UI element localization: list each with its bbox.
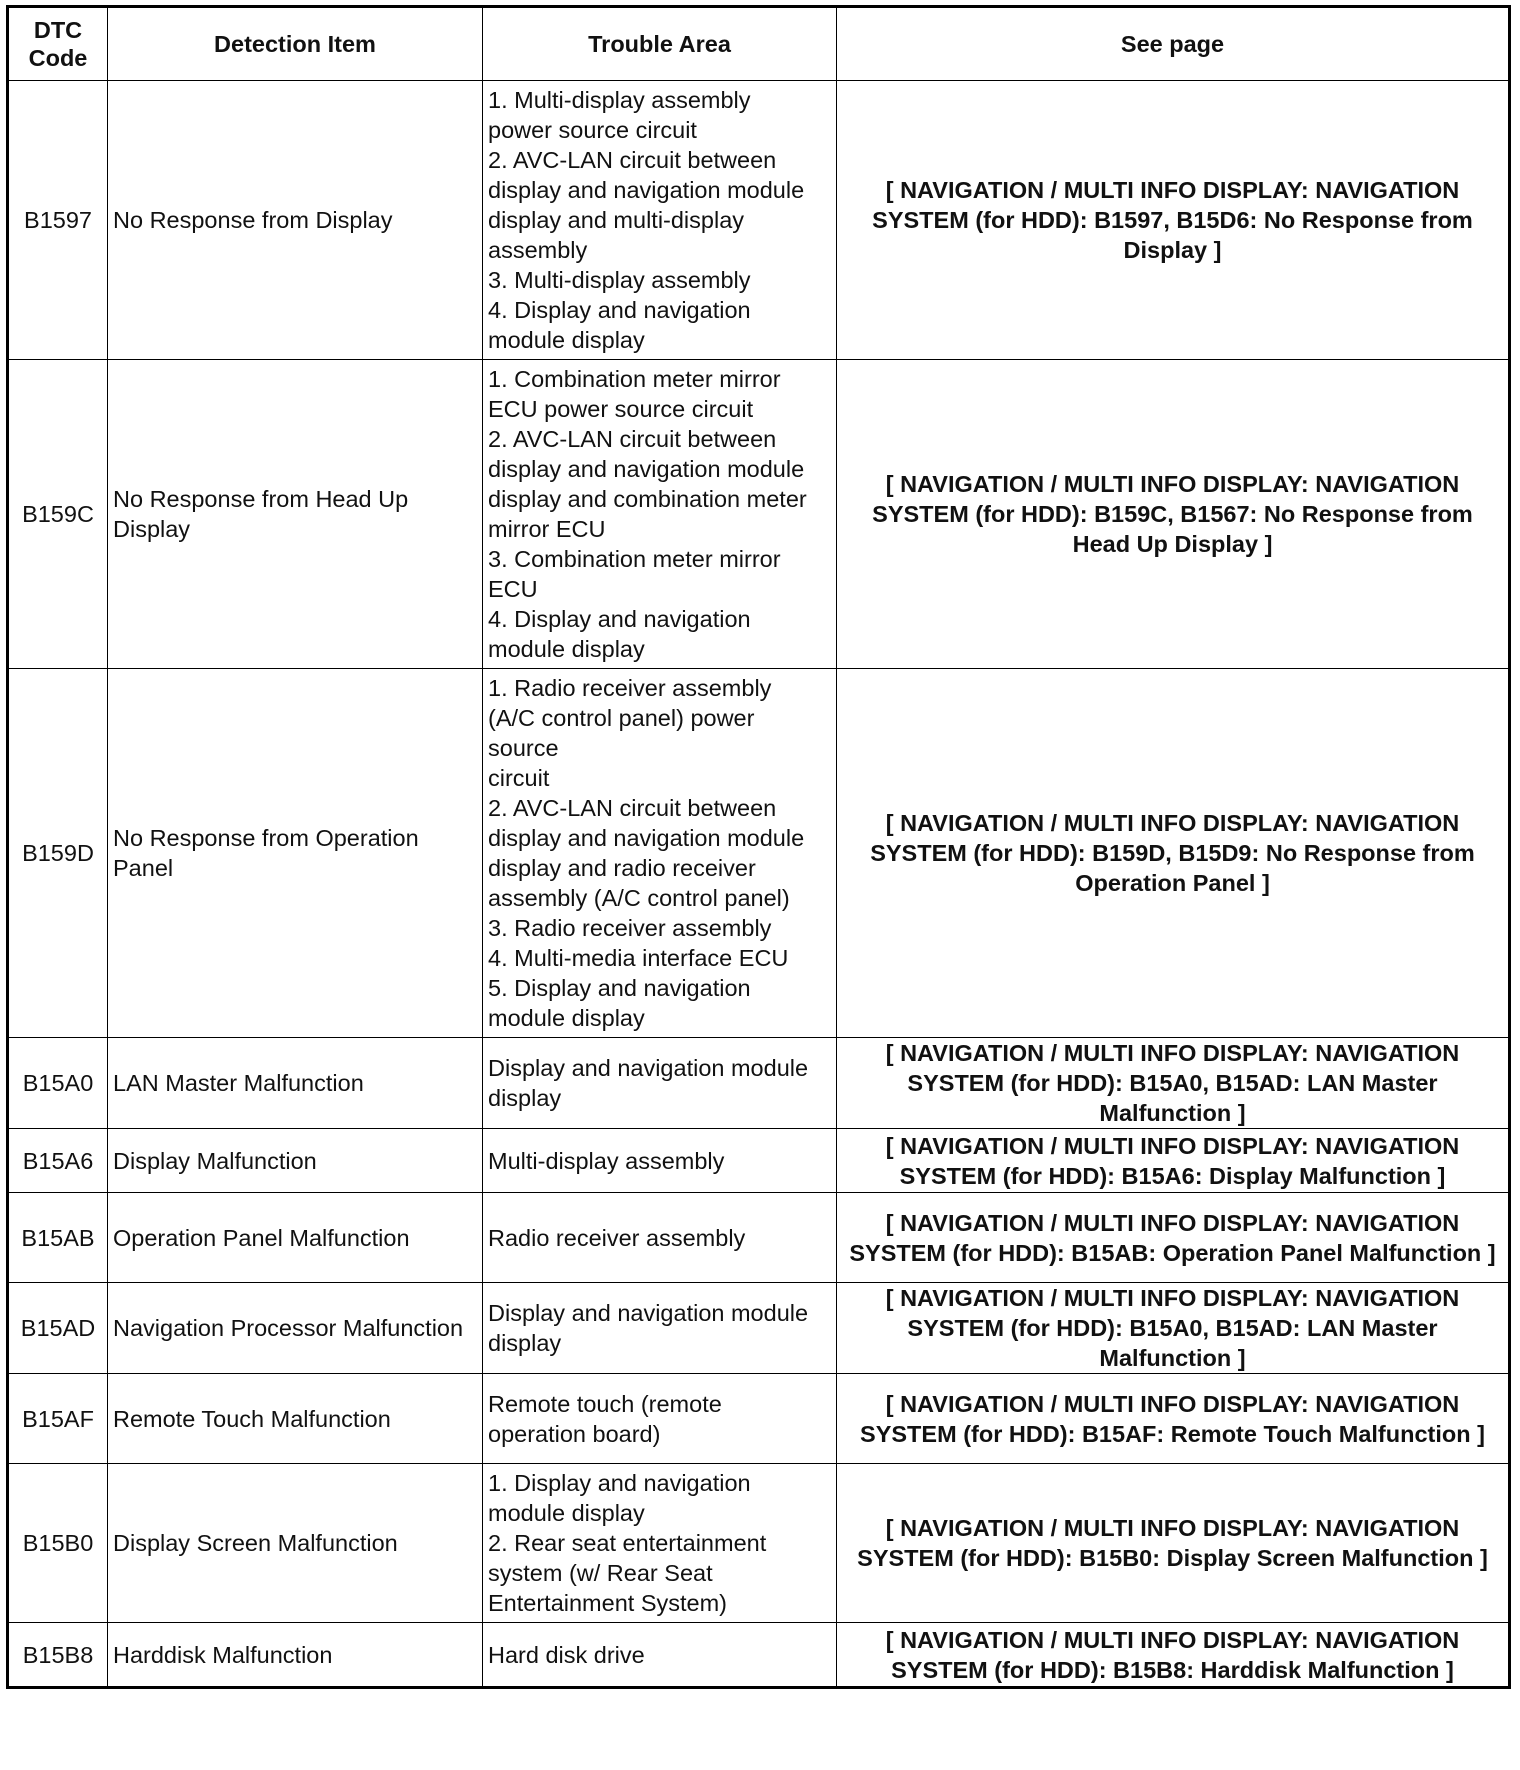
trouble-area-line: Entertainment System) — [488, 1590, 728, 1616]
trouble-area — [483, 1283, 837, 1374]
trouble-area-line: 5. Display and navigation — [488, 975, 751, 1001]
trouble-area-line: system (w/ Rear Seat — [488, 1560, 713, 1586]
trouble-area-line: mirror ECU — [488, 516, 606, 542]
trouble-area-line: 1. Display and navigation — [488, 1470, 751, 1496]
trouble-area-line: ECU power source circuit — [488, 396, 754, 422]
see-page-link[interactable]: [ NAVIGATION / MULTI INFO DISPLAY: NAVIGATION SYSTEM (for HDD): B15AB: Operation Panel Malfunction ] — [837, 1193, 1510, 1283]
trouble-area-line: module display — [488, 1500, 645, 1526]
dtc-code: B159C — [8, 360, 108, 669]
trouble-area-line: display and navigation module — [488, 456, 805, 482]
trouble-area-line: circuit — [488, 765, 550, 791]
header-dtc-code-label: DTC Code — [28, 17, 88, 71]
trouble-area-line: (A/C control panel) power — [488, 705, 755, 731]
header-trouble-area: Trouble Area — [483, 7, 837, 81]
trouble-area-line: module display — [488, 1005, 645, 1031]
detection-item: Harddisk Malfunction — [108, 1623, 483, 1688]
table-row — [8, 669, 1510, 1038]
trouble-area-line: display and multi-display — [488, 207, 745, 233]
detection-item: Remote Touch Malfunction — [108, 1374, 483, 1464]
dtc-code: B15AB — [8, 1193, 108, 1283]
table-row — [8, 1038, 1510, 1129]
dtc-code: B15A0 — [8, 1038, 108, 1129]
trouble-area-line: 4. Multi-media interface ECU — [488, 945, 789, 971]
trouble-area-line: display and navigation module — [488, 177, 805, 203]
detection-item: Display Screen Malfunction — [108, 1464, 483, 1623]
trouble-area-line: Radio receiver assembly — [488, 1224, 746, 1251]
see-page-link[interactable]: [ NAVIGATION / MULTI INFO DISPLAY: NAVIGATION SYSTEM (for HDD): B1597, B15D6: No Response from Display ] — [837, 81, 1510, 360]
dtc-code: B15B8 — [8, 1623, 108, 1688]
trouble-area-line: 2. AVC-LAN circuit between — [488, 147, 777, 173]
table-row — [8, 1623, 1510, 1688]
header-row — [8, 7, 1510, 81]
trouble-area-line: display and combination meter — [488, 486, 807, 512]
dtc-code: B15AF — [8, 1374, 108, 1464]
trouble-area-line: Hard disk drive — [488, 1641, 645, 1668]
dtc-code: B159D — [8, 669, 108, 1038]
trouble-area-line: ECU — [488, 576, 538, 602]
trouble-area-line: 2. Rear seat entertainment — [488, 1530, 767, 1556]
see-page-link[interactable]: [ NAVIGATION / MULTI INFO DISPLAY: NAVIGATION SYSTEM (for HDD): B15A0, B15AD: LAN Master Malfunction ] — [837, 1038, 1510, 1129]
dtc-code: B15B0 — [8, 1464, 108, 1623]
see-page-link[interactable]: [ NAVIGATION / MULTI INFO DISPLAY: NAVIGATION SYSTEM (for HDD): B15B0: Display Screen Malfunction ] — [837, 1464, 1510, 1623]
trouble-area-line: 4. Display and navigation — [488, 606, 751, 632]
trouble-area-line: operation board) — [488, 1420, 661, 1447]
table-row — [8, 81, 1510, 360]
trouble-area — [483, 669, 837, 1038]
header-see-page: See page — [837, 7, 1510, 81]
header-detection-item: Detection Item — [108, 7, 483, 81]
detection-item: No Response from Operation Panel — [108, 669, 483, 1038]
detection-item: Operation Panel Malfunction — [108, 1193, 483, 1283]
see-page-link[interactable]: [ NAVIGATION / MULTI INFO DISPLAY: NAVIGATION SYSTEM (for HDD): B15A6: Display Malfunction ] — [837, 1129, 1510, 1193]
trouble-area-line: 1. Radio receiver assembly — [488, 675, 772, 701]
trouble-area-line: display and navigation module — [488, 825, 805, 851]
trouble-area — [483, 81, 837, 360]
trouble-area-line: 3. Radio receiver assembly — [488, 915, 772, 941]
trouble-area — [483, 1129, 837, 1193]
see-page-link[interactable]: [ NAVIGATION / MULTI INFO DISPLAY: NAVIGATION SYSTEM (for HDD): B159D, B15D9: No Response from Operation Panel ] — [837, 669, 1510, 1038]
table-row — [8, 1374, 1510, 1464]
see-page-link[interactable]: [ NAVIGATION / MULTI INFO DISPLAY: NAVIGATION SYSTEM (for HDD): B159C, B1567: No Response from Head Up Display ] — [837, 360, 1510, 669]
trouble-area-line: assembly (A/C control panel) — [488, 885, 790, 911]
trouble-area-line: Multi-display assembly — [488, 1147, 725, 1174]
detection-item: No Response from Head Up Display — [108, 360, 483, 669]
see-page-link[interactable]: [ NAVIGATION / MULTI INFO DISPLAY: NAVIGATION SYSTEM (for HDD): B15AF: Remote Touch Malfunction ] — [837, 1374, 1510, 1464]
trouble-area-line: Display and navigation module — [488, 1300, 809, 1326]
trouble-area-line: Remote touch (remote — [488, 1390, 722, 1417]
trouble-area — [483, 1464, 837, 1623]
trouble-area-line: module display — [488, 636, 645, 662]
trouble-area — [483, 1038, 837, 1129]
trouble-area-line: module display — [488, 327, 645, 353]
trouble-area — [483, 1623, 837, 1688]
table-row — [8, 1283, 1510, 1374]
dtc-table — [6, 5, 1511, 1689]
table-row — [8, 1129, 1510, 1193]
trouble-area-line: power source circuit — [488, 117, 697, 143]
trouble-area — [483, 1193, 837, 1283]
trouble-area-line: 1. Combination meter mirror — [488, 366, 781, 392]
trouble-area — [483, 1374, 837, 1464]
trouble-area-line: Display and navigation module — [488, 1055, 809, 1081]
see-page-link[interactable]: [ NAVIGATION / MULTI INFO DISPLAY: NAVIGATION SYSTEM (for HDD): B15A0, B15AD: LAN Master Malfunction ] — [837, 1283, 1510, 1374]
trouble-area-line: 4. Display and navigation — [488, 297, 751, 323]
dtc-code: B15AD — [8, 1283, 108, 1374]
trouble-area-line: 2. AVC-LAN circuit between — [488, 795, 777, 821]
see-page-link[interactable]: [ NAVIGATION / MULTI INFO DISPLAY: NAVIGATION SYSTEM (for HDD): B15B8: Harddisk Malfunction ] — [837, 1623, 1510, 1688]
table-row — [8, 360, 1510, 669]
table-row — [8, 1464, 1510, 1623]
header-dtc-code — [8, 7, 108, 81]
trouble-area-line: display and radio receiver — [488, 855, 756, 881]
table-row — [8, 1193, 1510, 1283]
table-body — [8, 81, 1510, 1688]
trouble-area-line: assembly — [488, 237, 588, 263]
trouble-area-line: 3. Multi-display assembly — [488, 267, 751, 293]
trouble-area-line: display — [488, 1085, 562, 1111]
detection-item: Display Malfunction — [108, 1129, 483, 1193]
dtc-code: B1597 — [8, 81, 108, 360]
trouble-area-line: 3. Combination meter mirror — [488, 546, 781, 572]
trouble-area-line: display — [488, 1330, 562, 1356]
trouble-area — [483, 360, 837, 669]
trouble-area-line: 2. AVC-LAN circuit between — [488, 426, 777, 452]
trouble-area-line: source — [488, 735, 559, 761]
detection-item: No Response from Display — [108, 81, 483, 360]
dtc-code: B15A6 — [8, 1129, 108, 1193]
trouble-area-line: 1. Multi-display assembly — [488, 87, 751, 113]
detection-item: LAN Master Malfunction — [108, 1038, 483, 1129]
detection-item: Navigation Processor Malfunction — [108, 1283, 483, 1374]
